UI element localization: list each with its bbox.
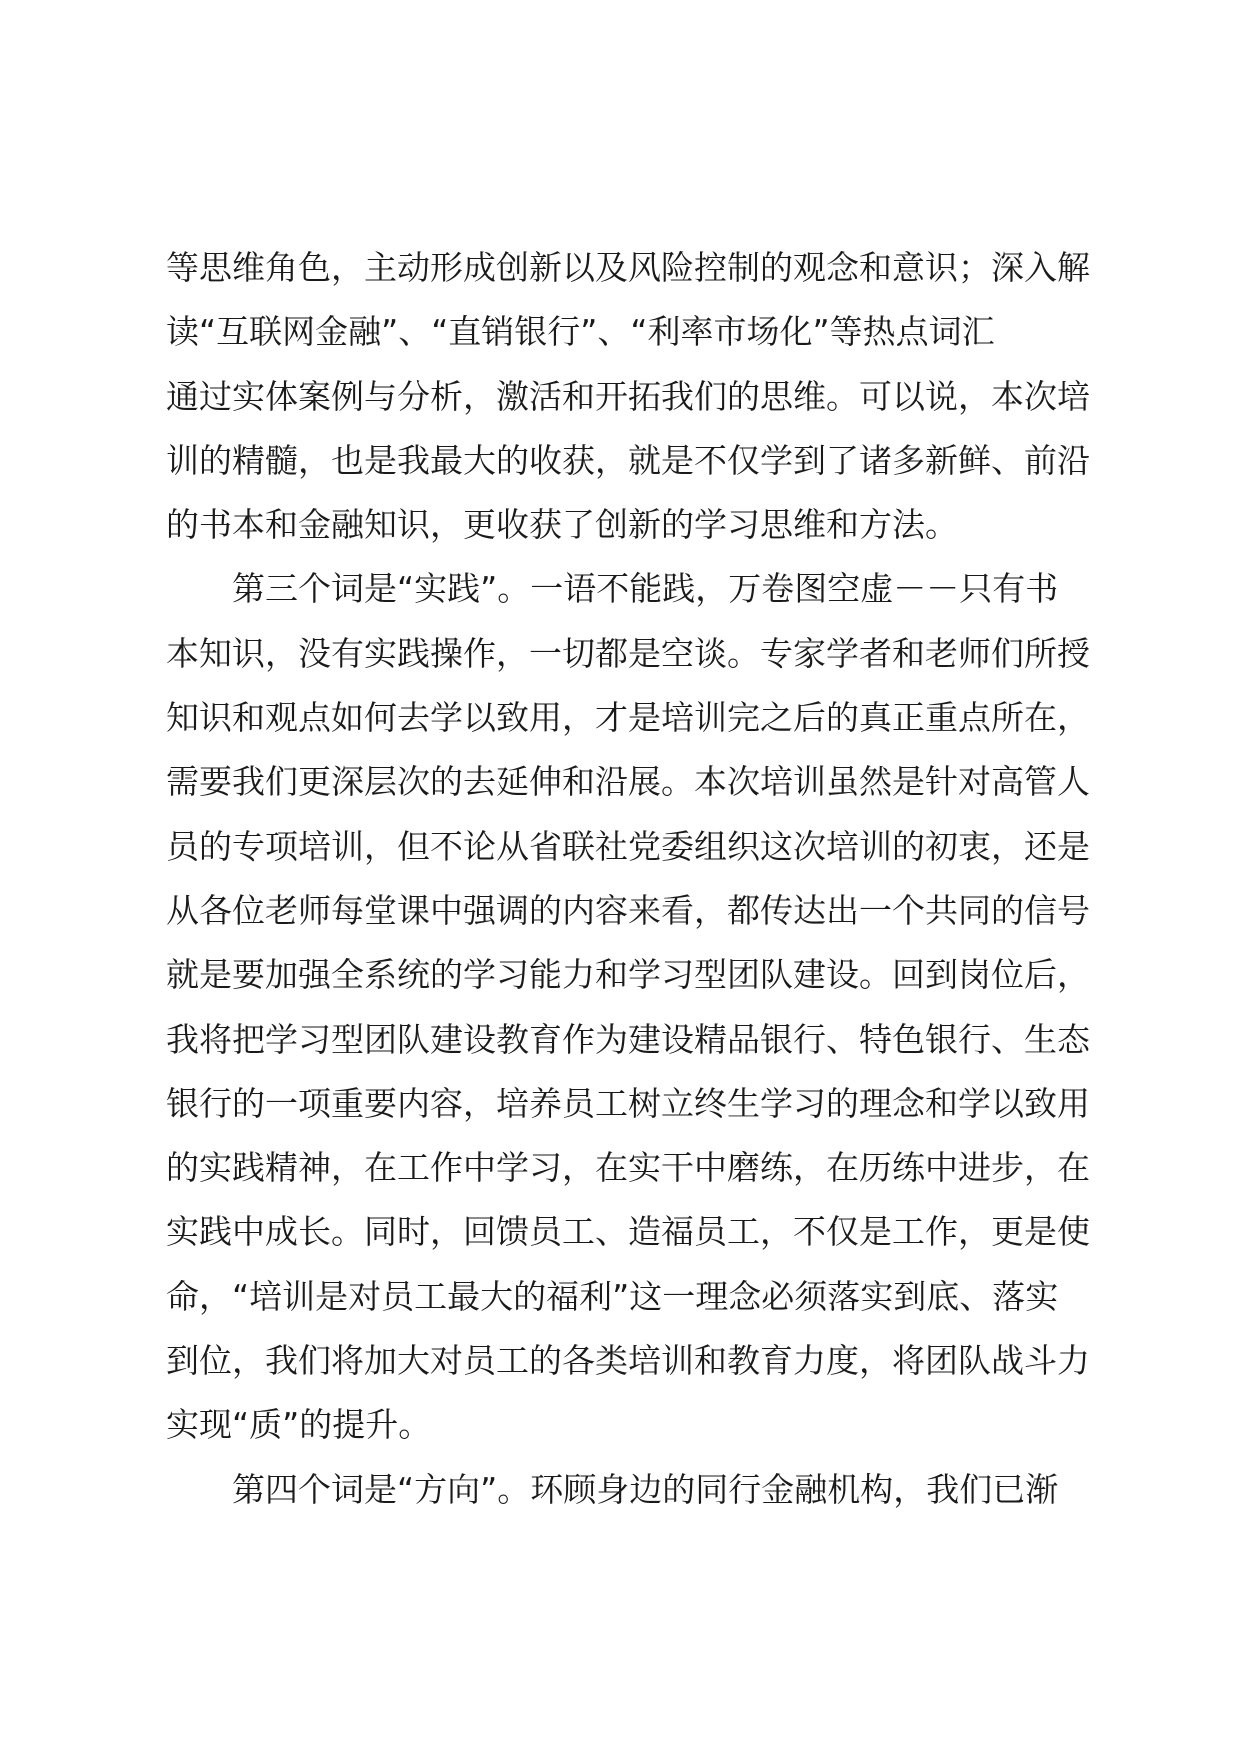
text-line-17: 命，“培训是对员工最大的福利”这一理念必须落实到底、落实 — [166, 1276, 1059, 1316]
text-line-9: 需要我们更深层次的去延伸和沿展。本次培训虽然是针对高管人 — [166, 762, 1090, 802]
text-line-12: 就是要加强全系统的学习能力和学习型团队建设。回到岗位后， — [166, 955, 1090, 995]
text-line-3: 通过实体案例与分析，激活和开拓我们的思维。可以说，本次培 — [166, 376, 1090, 416]
text-line-2: 读“互联网金融”、“直销银行”、“利率市场化”等热点词汇 — [166, 312, 995, 352]
text-line-14: 银行的一项重要内容，培养员工树立终生学习的理念和学以致用 — [166, 1083, 1090, 1123]
text-line-1: 等思维角色，主动形成创新以及风险控制的观念和意识；深入解 — [166, 248, 1090, 287]
text-line-15: 的实践精神，在工作中学习，在实干中磨练，在历练中进步，在 — [166, 1148, 1090, 1188]
text-line-5: 的书本和金融知识，更收获了创新的学习思维和方法。 — [166, 505, 958, 545]
text-line-8: 知识和观点如何去学以致用，才是培训完之后的真正重点所在， — [166, 698, 1090, 738]
text-line-19: 实现“质”的提升。 — [166, 1405, 432, 1445]
paragraph-start-line: 第四个词是“方向”。环顾身边的同行金融机构，我们已渐 — [232, 1469, 1059, 1509]
text-line-7: 本知识，没有实践操作，一切都是空谈。专家学者和老师们所授 — [166, 633, 1090, 673]
text-line-16: 实践中成长。同时，回馈员工、造福员工，不仅是工作，更是使 — [166, 1212, 1090, 1252]
text-line-10: 员的专项培训，但不论从省联社党委组织这次培训的初衷，还是 — [166, 826, 1090, 866]
text-line-11: 从各位老师每堂课中强调的内容来看，都传达出一个共同的信号 — [166, 890, 1090, 930]
text-line-18: 到位，我们将加大对员工的各类培训和教育力度，将团队战斗力 — [166, 1341, 1090, 1381]
body-text — [166, 236, 1096, 1522]
text-line-13: 我将把学习型团队建设教育作为建设精品银行、特色银行、生态 — [166, 1019, 1090, 1059]
text-line-4: 训的精髓，也是我最大的收获，就是不仅学到了诸多新鲜、前沿 — [166, 440, 1090, 480]
paragraph-start-line: 第三个词是“实践”。一语不能践，万卷图空虚－－只有书 — [232, 569, 1059, 609]
